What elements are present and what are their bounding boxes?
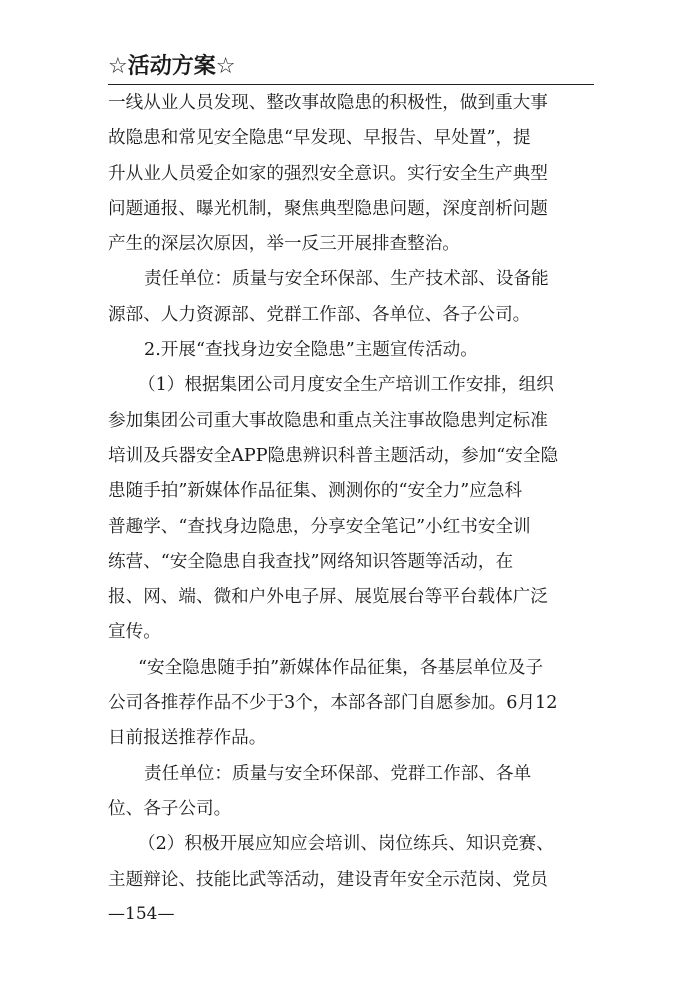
text-line: 练营、“安全隐患自我查找”网络知识答题等活动，在 — [108, 551, 514, 572]
text-line: 升从业人员爱企如家的强烈安全意识。实行安全生产典型 — [108, 163, 548, 184]
text-line: 患随手拍”新媒体作品征集、测测你的“安全力”应急科 — [108, 481, 523, 502]
text-line: 宣传。 — [108, 622, 161, 643]
text-line: 普趣学、“查找身边隐患，分享安全笔记”小红书安全训 — [108, 516, 531, 537]
text-line: （2）积极开展应知应会培训、岗位练兵、知识竞赛、 — [138, 834, 554, 855]
text-line: 公司各推荐作品不少于3个，本部各部门自愿参加。6月12 — [108, 693, 558, 714]
text-line: 一线从业人员发现、整改事故隐患的积极性，做到重大事 — [108, 93, 548, 113]
text-line: 位、各子公司。 — [108, 798, 232, 819]
text-line: 报、网、端、微和户外电子屏、展览展台等平台载体广泛 — [108, 587, 548, 608]
text-line: 产生的深层次原因，举一反三开展排查整治。 — [108, 234, 460, 255]
text-line: 故隐患和常见安全隐患“早发现、早报告、早处置”，提 — [108, 128, 531, 149]
text-line: 责任单位：质量与安全环保部、党群工作部、各单 — [144, 763, 532, 784]
text-line: 2.开展“查找身边安全隐患”主题宣传活动。 — [144, 340, 478, 361]
text-line: 主题辩论、技能比武等活动，建设青年安全示范岗、党员 — [108, 869, 548, 890]
text-line: 源部、人力资源部、党群工作部、各单位、各子公司。 — [108, 304, 531, 325]
body-text — [108, 86, 594, 898]
page-header-title: ☆活动方案☆ — [108, 52, 594, 85]
text-line: （1）根据集团公司月度安全生产培训工作安排，组织 — [138, 375, 554, 396]
text-line: 培训及兵器安全APP隐患辨识科普主题活动，参加“安全隐 — [108, 445, 559, 466]
text-line: “安全隐患随手拍”新媒体作品征集，各基层单位及子 — [138, 657, 544, 678]
page-number: —154— — [108, 904, 175, 924]
text-line: 日前报送推荐作品。 — [108, 728, 267, 749]
text-line: 参加集团公司重大事故隐患和重点关注事故隐患判定标准 — [108, 410, 548, 431]
text-line: 问题通报、曝光机制，聚焦典型隐患问题，深度剖析问题 — [108, 198, 548, 219]
text-line: 责任单位：质量与安全环保部、生产技术部、设备能 — [144, 269, 549, 290]
